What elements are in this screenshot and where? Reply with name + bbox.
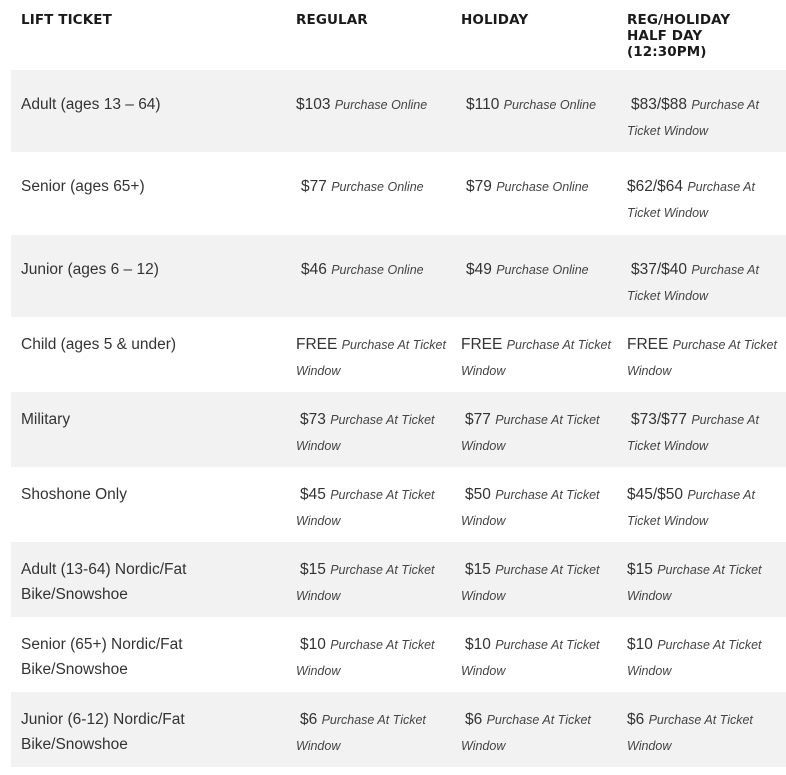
table-row <box>11 692 786 767</box>
purchase-note: Purchase At Ticket Window <box>461 563 600 603</box>
table-row <box>11 152 786 235</box>
purchase-note: Purchase At Ticket Window <box>627 488 755 528</box>
holiday-cell <box>466 174 616 200</box>
price: $6 <box>465 711 483 728</box>
table-row <box>11 70 786 152</box>
purchase-note: Purchase At Ticket Window <box>461 338 611 378</box>
purchase-note: Purchase Online <box>331 180 424 194</box>
half-day-cell <box>627 174 777 226</box>
row-label: Child (ages 5 & under) <box>21 336 177 353</box>
holiday-cell <box>461 407 611 459</box>
holiday-cell <box>466 257 616 283</box>
regular-cell <box>296 557 446 609</box>
price: $10 <box>465 636 491 653</box>
regular-cell <box>296 632 446 684</box>
purchase-note: Purchase Online <box>496 180 589 194</box>
half-day-cell <box>627 482 777 534</box>
purchase-note: Purchase Online <box>503 98 597 112</box>
regular-cell <box>296 92 446 118</box>
row-label: Junior (ages 6 – 12) <box>21 261 159 278</box>
half-day-cell <box>627 92 777 144</box>
purchase-note: Purchase At Ticket Window <box>461 713 591 753</box>
price: $6 <box>627 711 645 728</box>
half-day-cell <box>627 632 777 684</box>
purchase-note: Purchase At Ticket Window <box>627 338 777 378</box>
purchase-note: Purchase At Ticket Window <box>627 713 753 753</box>
holiday-cell <box>461 632 611 684</box>
header-holiday: HOLIDAY <box>461 12 529 28</box>
holiday-cell <box>461 707 611 759</box>
price: $110 <box>466 96 500 113</box>
purchase-note: Purchase At Ticket Window <box>627 180 755 220</box>
header-half-day-line3: (12:30PM) <box>627 44 707 60</box>
table-row <box>11 542 786 617</box>
purchase-note: Purchase Online <box>496 263 589 277</box>
price: FREE <box>627 336 669 353</box>
regular-cell <box>296 707 446 759</box>
purchase-note: Purchase At Ticket Window <box>296 413 435 453</box>
table-row <box>11 467 786 542</box>
row-label: Adult (13-64) Nordic/Fat Bike/Snowshoe <box>21 561 187 603</box>
table-row <box>11 392 786 467</box>
purchase-note: Purchase At Ticket Window <box>296 713 426 753</box>
purchase-note: Purchase At Ticket Window <box>461 413 600 453</box>
table-header <box>11 0 786 70</box>
regular-cell <box>296 482 446 534</box>
purchase-note: Purchase At Ticket Window <box>627 413 759 453</box>
half-day-cell <box>627 407 777 459</box>
table-row <box>11 617 786 692</box>
price: $79 <box>466 178 492 195</box>
price: $15 <box>300 561 326 578</box>
price: $10 <box>300 636 326 653</box>
price: $10 <box>627 636 653 653</box>
holiday-cell <box>461 557 611 609</box>
price: $103 <box>296 96 331 113</box>
row-label: Senior (65+) Nordic/Fat Bike/Snowshoe <box>21 636 183 678</box>
price: $15 <box>465 561 491 578</box>
price: $45/$50 <box>627 486 684 503</box>
price: $15 <box>627 561 653 578</box>
table-row <box>11 235 786 317</box>
price: $49 <box>466 261 492 278</box>
row-label: Shoshone Only <box>21 486 127 503</box>
purchase-note: Purchase At Ticket Window <box>627 98 759 138</box>
holiday-cell <box>466 92 616 118</box>
regular-cell <box>301 174 451 200</box>
purchase-note: Purchase At Ticket Window <box>461 638 600 678</box>
price: $37/$40 <box>631 261 688 278</box>
purchase-note: Purchase At Ticket Window <box>461 488 600 528</box>
purchase-note: Purchase Online <box>334 98 428 112</box>
price: $62/$64 <box>627 178 684 195</box>
purchase-note: Purchase Online <box>331 263 424 277</box>
regular-cell <box>296 332 446 384</box>
purchase-note: Purchase At Ticket Window <box>296 338 446 378</box>
regular-cell <box>296 407 446 459</box>
regular-cell <box>301 257 451 283</box>
purchase-note: Purchase At Ticket Window <box>627 638 762 678</box>
row-label: Senior (ages 65+) <box>21 178 145 195</box>
header-lift-ticket: LIFT TICKET <box>21 12 112 28</box>
price: FREE <box>296 336 338 353</box>
holiday-cell <box>461 482 611 534</box>
row-label: Adult (ages 13 – 64) <box>21 96 161 113</box>
table-row <box>11 317 786 392</box>
price: $46 <box>301 261 327 278</box>
price: $83/$88 <box>631 96 688 113</box>
purchase-note: Purchase At Ticket Window <box>296 488 435 528</box>
price: $73 <box>300 411 326 428</box>
half-day-cell <box>627 257 777 309</box>
lift-ticket-price-table <box>11 0 786 767</box>
price: $77 <box>301 178 327 195</box>
price: $6 <box>300 711 318 728</box>
half-day-cell <box>627 332 777 384</box>
purchase-note: Purchase At Ticket Window <box>627 563 762 603</box>
half-day-cell <box>627 707 777 759</box>
price: FREE <box>461 336 503 353</box>
row-label: Junior (6-12) Nordic/Fat Bike/Snowshoe <box>21 711 185 753</box>
header-half-day <box>627 12 777 60</box>
price: $73/$77 <box>631 411 688 428</box>
purchase-note: Purchase At Ticket Window <box>627 263 759 303</box>
header-half-day-line1: REG/HOLIDAY <box>627 12 731 28</box>
price: $77 <box>465 411 491 428</box>
holiday-cell <box>461 332 611 384</box>
header-regular: REGULAR <box>296 12 368 28</box>
purchase-note: Purchase At Ticket Window <box>296 563 435 603</box>
row-label: Military <box>21 411 71 428</box>
purchase-note: Purchase At Ticket Window <box>296 638 435 678</box>
half-day-cell <box>627 557 777 609</box>
price: $50 <box>465 486 491 503</box>
header-half-day-line2: HALF DAY <box>627 28 703 44</box>
price: $45 <box>300 486 326 503</box>
